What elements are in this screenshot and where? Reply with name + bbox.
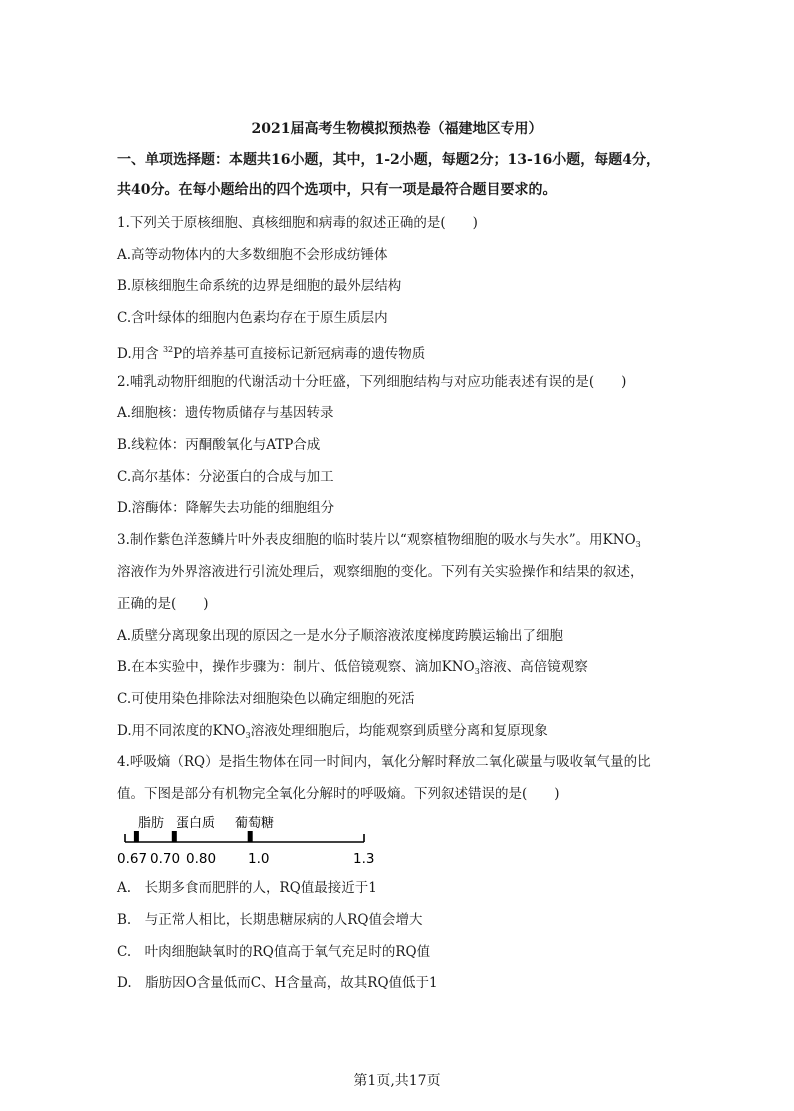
rq-tick-13: 1.3 <box>353 851 375 867</box>
q3-option-b <box>117 657 588 682</box>
q3-b-sub: 3 <box>474 667 480 676</box>
q3-d-pre: D.用不同浓度的KNO <box>117 723 246 739</box>
q3-option-c: C.可使用染色排除法对细胞染色以确定细胞的死活 <box>117 691 415 707</box>
q4-option-d: D. 脂肪因O含量低而C、H含量高，故其RQ值低于1 <box>117 975 438 991</box>
q4-option-b: B. 与正常人相比，长期患糖尿病的人RQ值会增大 <box>117 912 423 928</box>
rq-number-line-figure <box>110 808 390 870</box>
q3-b-post: 溶液、高倍镜观察 <box>479 659 588 675</box>
q1-d-pre: D.用含 <box>117 346 163 362</box>
q3-stem-line-3: 正确的是( ) <box>117 596 209 612</box>
q3-stem-line-1 <box>117 530 641 555</box>
section-header-line-2: 共40分。在每小题给出的四个选项中，只有一项是最符合题目要求的。 <box>117 182 557 198</box>
q4-stem-line-2: 值。下图是部分有机物完全氧化分解时的呼吸熵。下列叙述错误的是( ) <box>117 786 560 802</box>
q2-option-b: B.线粒体：丙酮酸氧化与ATP合成 <box>117 437 321 453</box>
q4-stem-line-1: 4.呼吸熵（RQ）是指生物体在同一时间内，氧化分解时释放二氧化碳量与吸收氧气量的比 <box>117 754 651 770</box>
rq-marker-protein <box>172 831 177 842</box>
q3-option-d <box>117 721 548 746</box>
rq-label-glucose: 葡萄糖 <box>235 816 275 831</box>
rq-tick-067: 0.67 <box>117 851 148 867</box>
rq-label-protein: 蛋白质 <box>176 816 216 831</box>
section-header-line-1: 一、单项选择题：本题共16小题，其中，1-2小题，每题2分；13-16小题，每题4分， <box>117 152 661 168</box>
page-footer: 第1页,共17页 <box>353 1073 441 1089</box>
q2-option-a: A.细胞核：遗传物质储存与基因转录 <box>117 405 334 421</box>
q4-option-a: A. 长期多食而肥胖的人，RQ值最接近于1 <box>117 880 377 896</box>
q3-d-post: 溶液处理细胞后，均能观察到质壁分离和复原现象 <box>250 723 548 739</box>
q2-option-c: C.高尔基体：分泌蛋白的合成与加工 <box>117 469 334 485</box>
q2-stem: 2.哺乳动物肝细胞的代谢活动十分旺盛，下列细胞结构与对应功能表述有误的是( ) <box>117 374 627 390</box>
q1-d-sup: 32 <box>162 345 174 354</box>
q1-option-b: B.原核细胞生命系统的边界是细胞的最外层结构 <box>117 278 402 294</box>
q3-b-pre: B.在本实验中，操作步骤为：制片、低倍镜观察、滴加KNO <box>117 659 475 675</box>
q4-option-c: C. 叶肉细胞缺氧时的RQ值高于氧气充足时的RQ值 <box>117 944 431 960</box>
rq-marker-fat <box>134 831 139 842</box>
q2-option-d: D.溶酶体：降解失去功能的细胞组分 <box>117 500 335 516</box>
rq-tick-10: 1.0 <box>248 851 270 867</box>
q3-stem-1-text: 3.制作紫色洋葱鳞片叶外表皮细胞的临时装片以“观察植物细胞的吸水与失水”。用KNO <box>117 532 636 548</box>
q1-option-a: A.高等动物体内的大多数细胞不会形成纺锤体 <box>117 247 388 263</box>
q3-stem-sub: 3 <box>635 540 641 549</box>
rq-tick-080: 0.80 <box>186 851 217 867</box>
rq-tick-070: 0.70 <box>150 851 181 867</box>
page-title: 2021届高考生物模拟预热卷（福建地区专用） <box>251 121 543 137</box>
q3-d-sub: 3 <box>245 731 251 740</box>
rq-marker-glucose <box>248 831 253 842</box>
q3-option-a: A.质壁分离现象出现的原因之一是水分子顺溶液浓度梯度跨膜运输出了细胞 <box>117 628 564 644</box>
q1-d-post: P的培养基可直接标记新冠病毒的遗传物质 <box>173 346 426 362</box>
q1-stem: 1.下列关于原核细胞、真核细胞和病毒的叙述正确的是( ) <box>117 215 478 231</box>
q3-stem-line-2: 溶液作为外界溶液进行引流处理后，观察细胞的变化。下列有关实验操作和结果的叙述， <box>117 564 644 580</box>
q1-option-c: C.含叶绿体的细胞内色素均存在于原生质层内 <box>117 310 388 326</box>
rq-label-fat: 脂肪 <box>138 816 165 831</box>
q1-option-d <box>117 340 425 364</box>
